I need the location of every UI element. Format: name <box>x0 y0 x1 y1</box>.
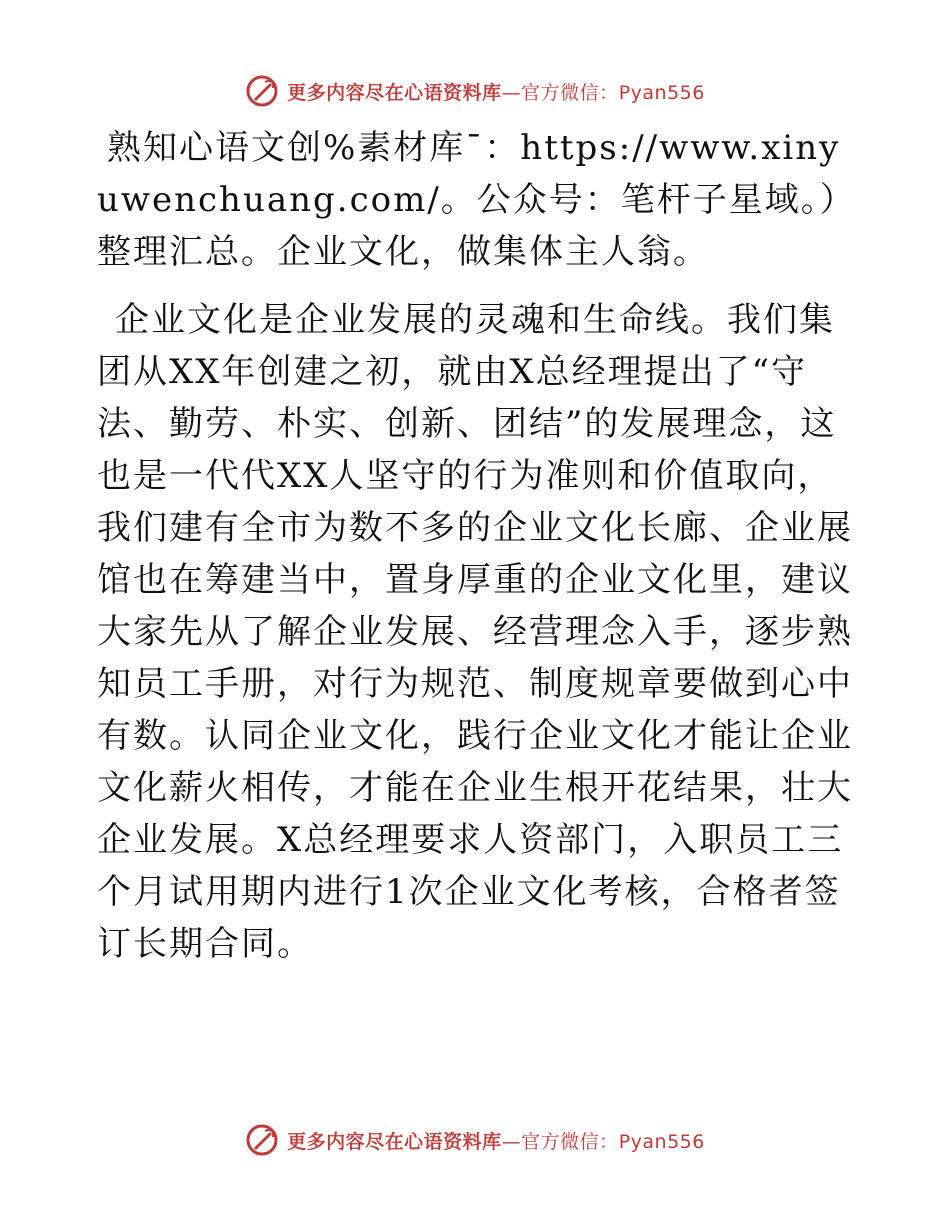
watermark-wechat-id: Pyan556 <box>618 81 705 104</box>
quill-pen-logo-icon <box>245 74 279 108</box>
watermark-separator: — <box>501 1130 522 1153</box>
watermark-brand: 更多内容尽在心语资料库 <box>287 81 502 104</box>
paragraph-intro: 熟知心语文创%素材库¯：https://www.xinyuwenchuang.com/。公众号：笔杆子星域。）整理汇总。企业文化，做集体主人翁。 <box>97 128 856 272</box>
paragraph-corporate-culture: 企业文化是企业发展的灵魂和生命线。我们集团从XX年创建之初，就由X总经理提出了“守法、勤劳、朴实、创新、团结”的发展理念，这也是一代代XX人坚守的行为准则和价值取向，我们建有全市为数不多的企业文化长廊、企业展馆也在筹建当中，置身厚重的企业文化里，建议大家先从了解企业发展、经营理念入手，逐步熟知员工手册，对行为规范、制度规章要做到心中有数。认同企业文化，践行企业文化才能让企业文化薪火相传，才能在企业生根开花结果，壮大企业发展。X总经理要求人资部门，入职员工三个月试用期内进行1次企业文化考核，合格者签订长期合同。 <box>97 300 853 964</box>
document-body <box>97 122 857 970</box>
watermark-text <box>287 78 705 105</box>
footer-watermark <box>0 1120 950 1160</box>
watermark-wechat-id: Pyan556 <box>618 1130 705 1153</box>
watermark-text <box>287 1127 705 1154</box>
watermark-wechat-label: 官方微信： <box>521 1130 619 1153</box>
watermark-wechat-label: 官方微信： <box>521 81 619 104</box>
watermark-separator: — <box>501 81 522 104</box>
header-watermark <box>0 71 950 111</box>
quill-pen-logo-icon <box>245 1123 279 1157</box>
watermark-brand: 更多内容尽在心语资料库 <box>287 1130 502 1153</box>
